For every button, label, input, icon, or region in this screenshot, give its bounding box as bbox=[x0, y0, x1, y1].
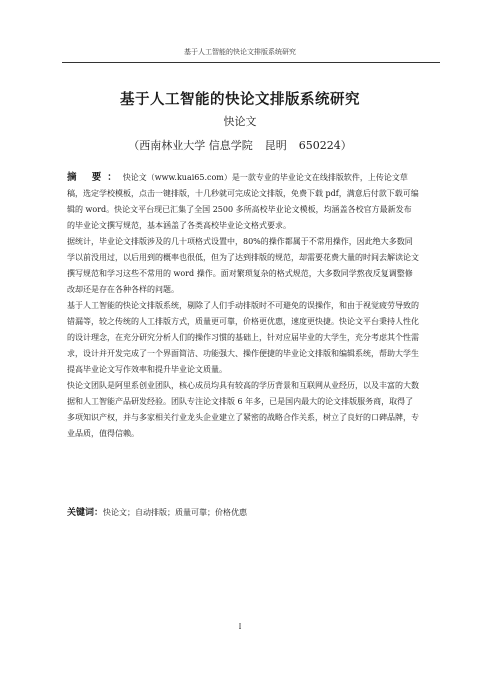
abstract-paragraph: 基于人工智能的快论文排版系统，剔除了人们手动排版时不可避免的误操作，和由于视觉疲劳导致的错漏等，较之传统的人工排版方式，质量更可靠，价格更优惠，速度更快捷。快论文平台秉持人性化的设计理念，在充分研究分析人们的操作习惯的基础上，针对应届毕业的大学生，充分考虑其个性需求，设计并开发完成了一个界面简洁、功能强大、操作便捷的毕业论文排版和编辑系统，帮助大学生提高毕业论文写作效率和提升毕业论文质量。 bbox=[67, 301, 419, 374]
affiliation-school: 信息学院 bbox=[208, 139, 253, 152]
affiliation-postcode: 650224） bbox=[298, 139, 352, 152]
abstract-label: 摘 要： bbox=[67, 172, 123, 183]
abstract-paragraph: 据统计，毕业论文排版涉及的几十项格式设置中，80%的操作都属于不常用操作，因此绝大多数同学以前没用过，以后用到的概率也很低，但为了达到排版的规范，却需要花费大量的时间去解读论文撰写规范和学习这些不常用的 word 操作。面对繁琐复杂的格式规范，大多数同学熬夜反复调整修改却还是存在各种各样的问题。 bbox=[67, 237, 419, 294]
affiliation-university: 西南林业大学 bbox=[139, 139, 206, 152]
keywords-line bbox=[67, 505, 427, 518]
abstract-paragraph: 快论文团队是阿里系创业团队，核心成员均具有较高的学历背景和互联网从业经历，以及丰富的大数据和人工智能产品研发经验。团队专注论文排版 6 年多，已是国内最大的论文排版服务商，取得了多项知识产权，并与多家相关行业龙头企业建立了紧密的战略合作关系，树立了良好的口碑品牌，专业品质，值得信赖。 bbox=[67, 381, 419, 438]
keywords-label: 关键词： bbox=[67, 508, 104, 518]
abstract-paragraph-1-text: 快论文（www.kuai65.com）是一款专业的毕业论文在线排版软件，上传论文草稿，选定学校模板，点击一键排版，十几秒就可完成论文排版，免费下载 pdf，满意后付款下载可编辑的 word。快论文平台现已汇集了全国 2500 多所高校毕业论文模板，均涵盖各校官方最新发布的毕业论文撰写规范，基本涵盖了各类高校毕业论文格式要求。 bbox=[67, 173, 419, 230]
header-rule bbox=[62, 62, 440, 63]
affiliation-city: 昆明 bbox=[264, 139, 287, 152]
abstract-paragraph bbox=[67, 170, 419, 234]
paper-title: 基于人工智能的快论文排版系统研究 bbox=[120, 91, 360, 108]
author-name: 快论文 bbox=[223, 115, 257, 128]
keywords-text: 快论文；自动排版；质量可靠；价格优惠 bbox=[103, 508, 248, 517]
affiliation bbox=[0, 137, 480, 153]
affiliation-open: （ bbox=[128, 139, 140, 152]
page-number: I bbox=[238, 623, 242, 631]
abstract-section bbox=[67, 170, 419, 442]
running-header: 基于人工智能的快论文排版系统研究 bbox=[184, 48, 296, 56]
